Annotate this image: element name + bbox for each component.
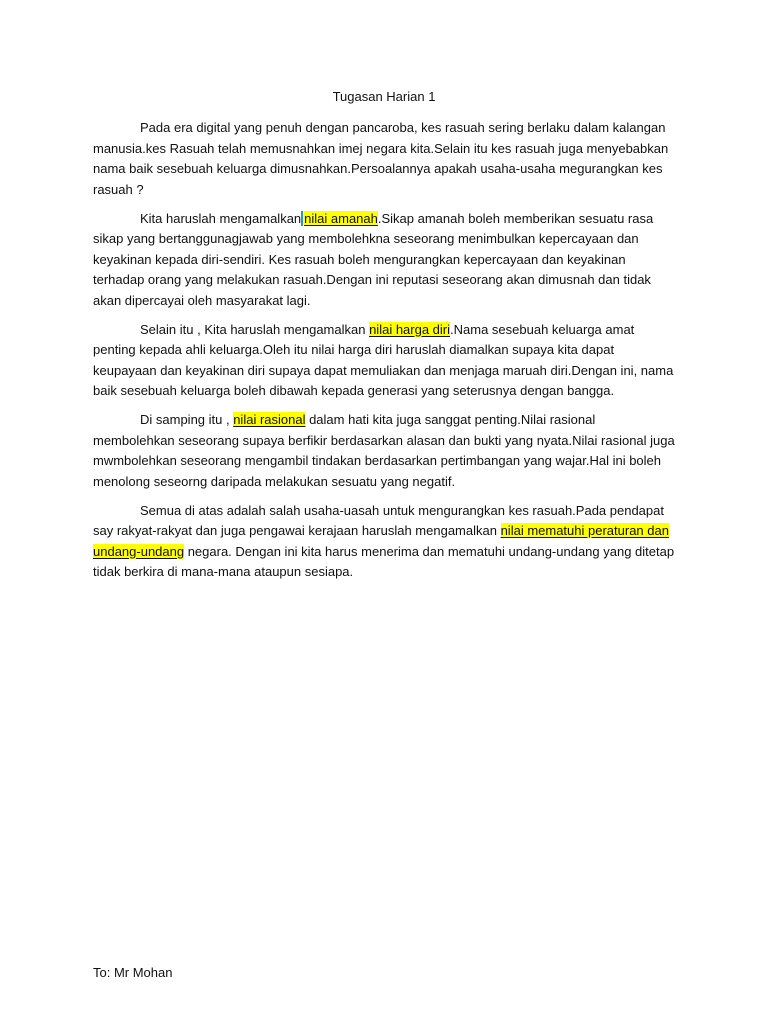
paragraph-4-text-after: dalam hati kita juga sanggat penting.Nilai rasional membolehkan seseorang supaya berfikir berdasarkan alasan dan bukti yang nyata.Nilai rasional juga mwmbolehkan seseorang mengambil tindakan berdasarkan pertimbangan yang wajar.Hal ini boleh menolong seseorng daripada melakukan sesuatu yang negatif. [93,412,675,489]
paragraph-2-text-before: Kita haruslah mengamalkan [140,210,302,226]
paragraph-4-text-before: Di samping itu , [140,412,234,427]
paragraph-5-text-after: negara. Dengan ini kita harus menerima dan mematuhi undang-undang yang ditetap tidak berkira di mana-mana ataupun sesiapa. [93,543,675,579]
highlight-nilai-amanah: nilai amanah [304,210,378,226]
document-title: Tugasan Harian 1 [332,89,436,104]
paragraph-3-text-after: .Nama sesebuah keluarga amat penting kepada ahli keluarga.Oleh itu nilai harga diri haruslah diamalkan supaya kita dapat keupayaan dan keyakinan diri supaya dapat memuliakan dan menjaga maruah diri.Dengan ini, nama baik sesebuah keluarga boleh dibawah kepada generasi yang seterusnya dengan bangga. [93,321,674,398]
paragraph-1-text: Pada era digital yang penuh dengan pancaroba, kes rasuah sering berlaku dalam kalangan manusia.kes Rasuah telah memusnahkan imej negara kita.Selain itu kes rasuah juga menyebabkan nama baik sesebuah keluarga dimusnahkan.Persoalannya apakah usaha-usaha megurangkan kes rasuah ? [93,120,669,197]
paragraph-3-text-before: Selain itu , Kita haruslah mengamalkan [140,321,370,337]
highlight-nilai-mematuhi-peraturan: nilai mematuhi peraturan dan undang-undang [93,523,669,559]
text-cursor [301,211,303,226]
document-footer: To: Mr Mohan [93,965,173,980]
highlight-nilai-rasional: nilai rasional [233,412,306,427]
paragraph-4 [93,410,676,492]
paragraph-3 [93,320,676,402]
paragraph-5 [93,501,676,583]
paragraph-2 [93,209,676,312]
paragraph-2-text-after: .Sikap amanah boleh memberikan sesuatu rasa sikap yang bertanggunagjawab yang membolehkna seseorang menimbulkan kepercayaan dan keyakinan kepada diri-sendiri. Kes rasuah boleh mengurangkan kepercayaan dan keyakinan terhadap orang yang melakukan rasuah.Dengan ini reputasi seseorang akan dimusnah dan tidak akan dipercayai oleh masyarakat lagi. [93,210,654,308]
highlight-nilai-harga-diri: nilai harga diri [369,321,451,337]
document-body [93,118,676,591]
paragraph-1 [93,118,676,200]
paragraph-5-text-before: Semua di atas adalah salah usaha-uasah untuk mengurangkan kes rasuah.Pada pendapat say rakyat-rakyat dan juga pengawai kerajaan haruslah mengamalkan [93,502,664,538]
